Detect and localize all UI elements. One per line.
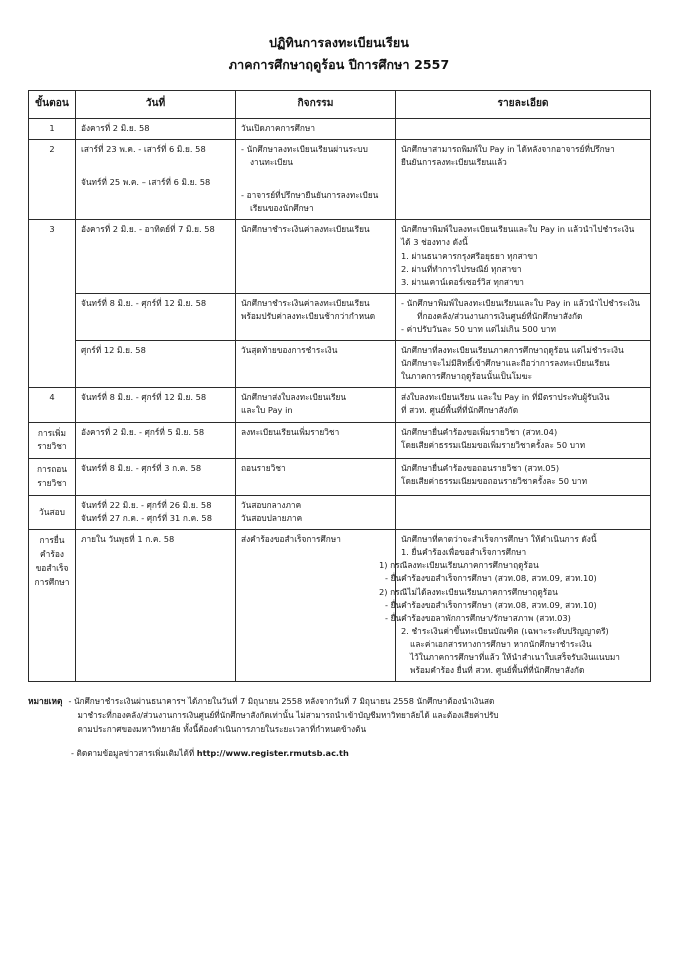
note-primary — [28, 694, 650, 736]
cell-date: อังคารที่ 2 มิ.ย. - ศุกร์ที่ 5 มิ.ย. 58 — [76, 422, 236, 459]
cell-date — [76, 495, 236, 529]
cell-detail — [396, 459, 651, 496]
cell-detail — [396, 422, 651, 459]
cell-date: อังคารที่ 2 มิ.ย. 58 — [76, 118, 236, 139]
table-row — [29, 530, 651, 682]
list-item: - ยื่นคำร้องขอสำเร็จการศึกษา (สวท.08, สวท.09, สวท.10) — [385, 599, 597, 610]
detail-line: ในภาคการศึกษาฤดูร้อนนั้นเป็นโมฆะ — [401, 371, 533, 382]
detail-line: โดยเสียค่าธรรมเนียมขอถอนรายวิชาครั้งละ 50 บาท — [401, 476, 588, 487]
notes-label: หมายเหตุ — [28, 696, 63, 707]
cell-date: จันทร์ที่ 8 มิ.ย. - ศุกร์ที่ 12 มิ.ย. 58 — [76, 388, 236, 422]
cell-detail — [396, 341, 651, 388]
cell-detail — [396, 139, 651, 219]
step-label-line: รายวิชา — [37, 478, 67, 489]
activity-line: วันสอบปลายภาค — [241, 513, 303, 524]
cell-activity: วันสุดท้ายของการชำระเงิน — [236, 341, 396, 388]
detail-line: ได้ 3 ช่องทาง ดังนี้ — [401, 237, 468, 248]
header-step: ขั้นตอน — [29, 90, 76, 118]
cell-activity — [236, 495, 396, 529]
cell-detail — [396, 220, 651, 293]
note-line: - นักศึกษาชำระเงินผ่านธนาคารฯ ได้ภายในวันที่ 7 มิถุนายน 2558 หลังจากวันที่ 7 มิถุนายน 2558 นักศึกษาต้องนำเงินสด — [68, 696, 495, 707]
cell-activity — [236, 293, 396, 340]
detail-line: และค่าเอกสารทางการศึกษา หากนักศึกษาชำระเงิน — [410, 638, 592, 649]
cell-step — [29, 459, 76, 496]
activity-line: และใบ Pay in — [241, 405, 293, 416]
table-row — [29, 293, 651, 340]
cell-activity: ลงทะเบียนเรียนเพิ่มรายวิชา — [236, 422, 396, 459]
list-item: 1. ผ่านธนาคารกรุงศรีอยุธยา ทุกสาขา — [401, 250, 538, 261]
table-row — [29, 388, 651, 422]
header-activity: กิจกรรม — [236, 90, 396, 118]
cell-date: ภายใน วันพุธที่ 1 ก.ค. 58 — [76, 530, 236, 682]
step-label-line: ขอสำเร็จ — [35, 562, 69, 573]
detail-line: - ค่าปรับวันละ 50 บาท แต่ไม่เกิน 500 บาท — [401, 323, 556, 334]
cell-step: 1 — [29, 118, 76, 139]
header-date: วันที่ — [76, 90, 236, 118]
notes-body — [68, 694, 650, 736]
cell-activity: ถอนรายวิชา — [236, 459, 396, 496]
cell-date — [76, 139, 236, 219]
cell-date: ศุกร์ที่ 12 มิ.ย. 58 — [76, 341, 236, 388]
detail-line: ยืนยันการลงทะเบียนเรียนแล้ว — [401, 157, 507, 168]
list-item: - ยื่นคำร้องขอสำเร็จการศึกษา (สวท.08, สวท.09, สวท.10) — [385, 573, 597, 584]
payment-channel-list — [401, 250, 645, 289]
list-item: 3. ผ่านเคาน์เตอร์เซอร์วิส ทุกสาขา — [401, 276, 524, 287]
cell-step: 2 — [29, 139, 76, 219]
title-line-1: ปฏิทินการลงทะเบียนเรียน — [269, 35, 409, 50]
activity-line: วันสอบกลางภาค — [241, 499, 302, 510]
detail-line: โดยเสียค่าธรรมเนียมขอเพิ่มรายวิชาครั้งละ 50 บาท — [401, 439, 586, 450]
cell-activity: ส่งคำร้องขอสำเร็จการศึกษา — [236, 530, 396, 682]
detail-line: ที่ สวท. ศูนย์พื้นที่ที่นักศึกษาสังกัด — [401, 405, 519, 416]
step-label-line: การเพิ่ม — [37, 427, 67, 438]
detail-item-1: 1. ยื่นคำร้องเพื่อขอสำเร็จการศึกษา — [401, 547, 527, 558]
cell-activity — [236, 388, 396, 422]
table-row — [29, 341, 651, 388]
activity-line: - นักศึกษาลงทะเบียนเรียนผ่านระบบ — [241, 143, 368, 154]
activity-line: พร้อมปรับค่าลงทะเบียนช้ากว่ากำหนด — [241, 310, 376, 321]
note-line: ตามประกาศของมหาวิทยาลัย ทั้งนี้ต้องดำเนินการภายในระยะเวลาที่กำหนดข้างต้น — [77, 724, 367, 735]
cell-step — [29, 422, 76, 459]
cell-step: 4 — [29, 388, 76, 422]
detail-intro: นักศึกษาที่คาดว่าจะสำเร็จการศึกษา ให้ดำเนินการ ดังนี้ — [401, 534, 597, 545]
cell-detail — [396, 118, 651, 139]
detail-line: นักศึกษายื่นคำร้องขอถอนรายวิชา (สวท.05) — [401, 463, 560, 474]
detail-line: พร้อมคำร้อง ยื่นที่ สวท. ศูนย์พื้นที่ที่นักศึกษาสังกัด — [410, 665, 585, 676]
cell-detail — [396, 293, 651, 340]
cell-step — [29, 530, 76, 682]
cell-date: จันทร์ที่ 8 มิ.ย. - ศุกร์ที่ 12 มิ.ย. 58 — [76, 293, 236, 340]
spacer — [81, 156, 230, 176]
table-row — [29, 118, 651, 139]
calendar-table-wrapper — [28, 90, 650, 682]
cell-detail — [396, 495, 651, 529]
step-label-line: รายวิชา — [37, 441, 67, 452]
table-header-row — [29, 90, 651, 118]
activity-line: เรียนของนักศึกษา — [250, 203, 314, 214]
note-line: - ติดตามข้อมูลข่าวสารเพิ่มเติมได้ที่ — [71, 747, 197, 758]
activity-line: นักศึกษาส่งใบลงทะเบียนเรียน — [241, 392, 347, 403]
detail-line: ที่กองคลัง/ส่วนงานการเงินศูนย์ที่นักศึกษาสังกัด — [417, 310, 583, 321]
register-website-link[interactable]: http://www.register.rmutsb.ac.th — [196, 747, 349, 758]
cell-date: อังคารที่ 2 มิ.ย. - อาทิตย์ที่ 7 มิ.ย. 58 — [76, 220, 236, 293]
detail-line: ส่งใบลงทะเบียนเรียน และใบ Pay in ที่มีตราประทับผู้รับเงิน — [401, 392, 610, 403]
note-line: มาชำระที่กองคลัง/ส่วนงานการเงินศูนย์ที่นักศึกษาสังกัดเท่านั้น ไม่สามารถนำเข้าบัญชีมหาวิทยาลัยได้ และต้องเสียค่าปรับ — [77, 710, 499, 721]
date-part-a: เสาร์ที่ 23 พ.ค. - เสาร์ที่ 6 มิ.ย. 58 — [81, 143, 206, 154]
step-label-line: การยื่น — [39, 535, 65, 546]
document-title — [0, 0, 678, 76]
cell-step: 3 — [29, 220, 76, 388]
list-item-group — [385, 599, 645, 625]
detail-line: นักศึกษาจะไม่มีสิทธิ์เข้าศึกษาและถือว่าการลงทะเบียนเรียน — [401, 358, 610, 369]
cell-activity: นักศึกษาชำระเงินค่าลงทะเบียนเรียน — [236, 220, 396, 293]
detail-line: นักศึกษาพิมพ์ใบลงทะเบียนเรียนและใบ Pay in แล้วนำไปชำระเงิน — [401, 224, 635, 235]
detail-line: นักศึกษาที่ลงทะเบียนเรียนภาคการศึกษาฤดูร้อน แต่ไม่ชำระเงิน — [401, 345, 624, 356]
graduation-form-list — [385, 572, 645, 585]
list-item: 2) กรณีไม่ได้ลงทะเบียนเรียนภาคการศึกษาฤดูร้อน — [379, 586, 558, 597]
spacer — [241, 169, 390, 189]
detail-line: นักศึกษายื่นคำร้องขอเพิ่มรายวิชา (สวท.04) — [401, 426, 558, 437]
list-item: 2. ผ่านที่ทำการไปรษณีย์ ทุกสาขา — [401, 263, 522, 274]
cell-step: วันสอบ — [29, 495, 76, 529]
header-detail: รายละเอียด — [396, 90, 651, 118]
table-row — [29, 495, 651, 529]
detail-line: นักศึกษาสามารถพิมพ์ใบ Pay in ได้หลังจากอาจารย์ที่ปรึกษา — [401, 143, 615, 154]
graduation-form-list — [385, 599, 645, 625]
activity-line: นักศึกษาชำระเงินค่าลงทะเบียนเรียน — [241, 297, 370, 308]
detail-line: - นักศึกษาพิมพ์ใบลงทะเบียนเรียนและใบ Pay in แล้วนำไปชำระเงิน — [401, 297, 640, 308]
detail-line: ไว้ในภาคการศึกษาที่แล้ว ให้นำสำเนาใบเสร็จรับเงินแนบมา — [410, 652, 620, 663]
registration-calendar-table — [28, 90, 651, 682]
step-label-line: การศึกษา — [34, 576, 70, 587]
detail-item-2: 2. ชำระเงินค่าขึ้นทะเบียนบัณฑิต (เฉพาะระดับปริญญาตรี) — [401, 625, 609, 636]
cell-activity: วันเปิดภาคการศึกษา — [236, 118, 396, 139]
cell-detail — [396, 388, 651, 422]
date-line: จันทร์ที่ 27 ก.ค. - ศุกร์ที่ 31 ก.ค. 58 — [81, 513, 212, 524]
date-part-b: จันทร์ที่ 25 พ.ค. – เสาร์ที่ 6 มิ.ย. 58 — [81, 177, 211, 188]
title-line-2: ภาคการศึกษาฤดูร้อน ปีการศึกษา 2557 — [228, 56, 450, 72]
cell-activity — [236, 139, 396, 219]
list-item-group — [385, 572, 645, 585]
table-row — [29, 220, 651, 293]
table-row — [29, 459, 651, 496]
step-label-line: การถอน — [36, 464, 68, 475]
note-secondary — [28, 746, 650, 760]
activity-line: - อาจารย์ที่ปรึกษายืนยันการลงทะเบียน — [241, 190, 379, 201]
activity-line: งานทะเบียน — [250, 157, 293, 168]
cell-detail — [379, 530, 651, 682]
table-row — [29, 422, 651, 459]
graduation-sublist — [379, 559, 645, 624]
list-item: 1) กรณีลงทะเบียนเรียนภาคการศึกษาฤดูร้อน — [379, 560, 539, 571]
cell-date: จันทร์ที่ 8 มิ.ย. - ศุกร์ที่ 3 ก.ค. 58 — [76, 459, 236, 496]
date-line: จันทร์ที่ 22 มิ.ย. - ศุกร์ที่ 26 มิ.ย. 58 — [81, 499, 212, 510]
step-label-line: คำร้อง — [40, 549, 64, 560]
table-row — [29, 139, 651, 219]
footer-notes — [28, 694, 650, 759]
list-item: - ยื่นคำร้องขอลาพักการศึกษา/รักษาสภาพ (สวท.03) — [385, 612, 571, 623]
